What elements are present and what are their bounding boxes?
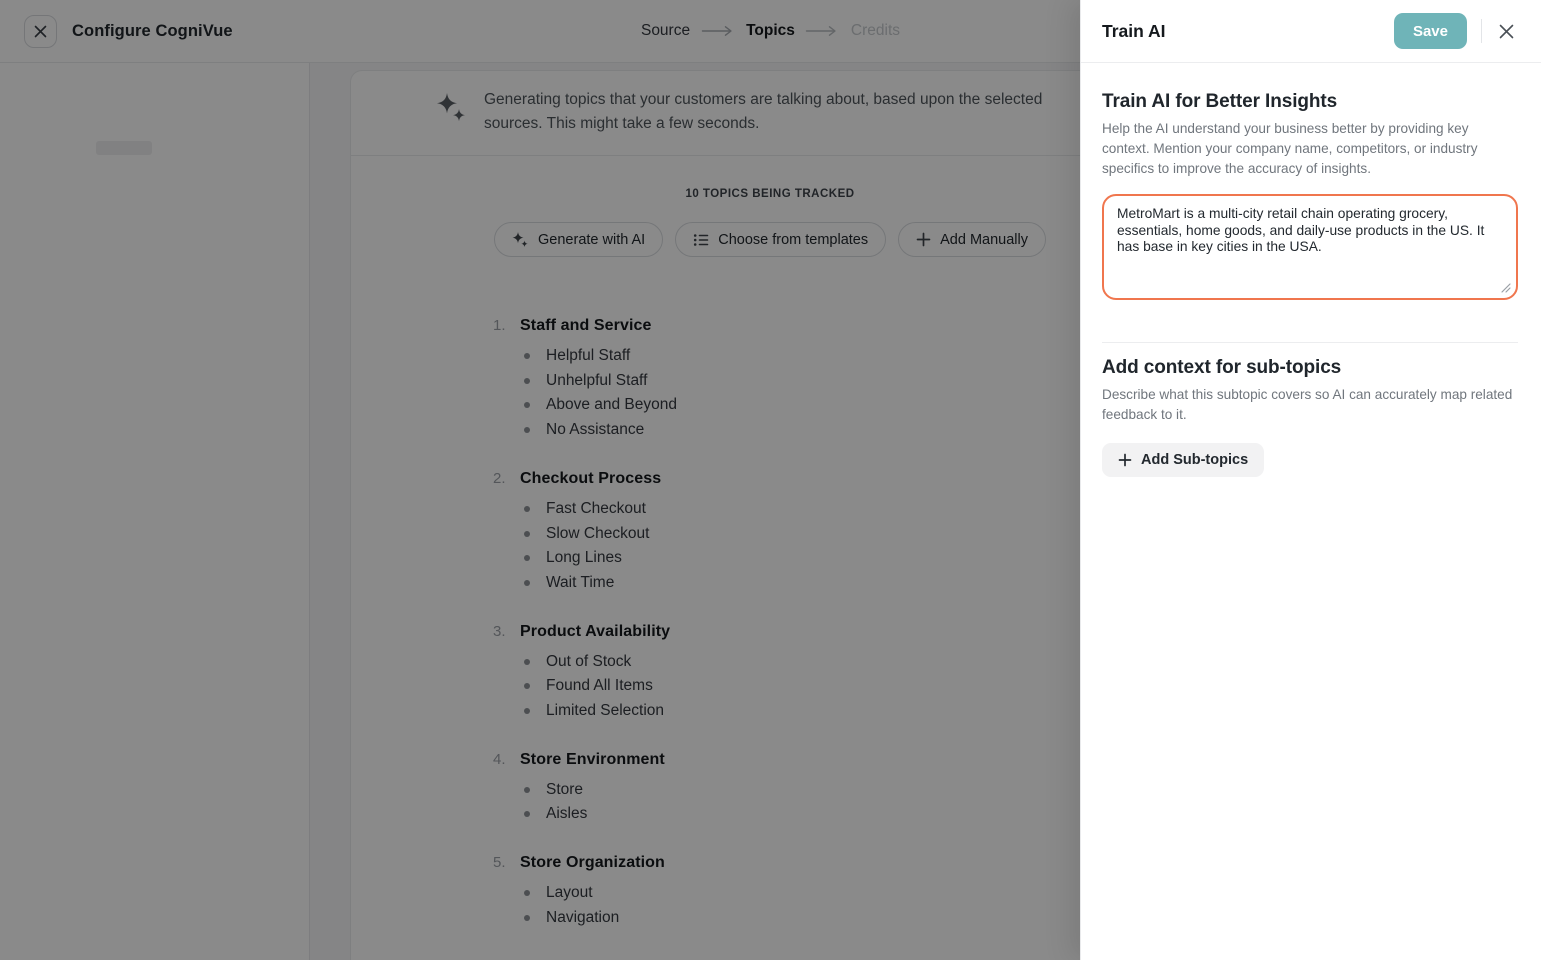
- topic-title: Store Environment: [520, 750, 665, 768]
- drawer-close-button[interactable]: [1496, 21, 1517, 42]
- subtopic-label: Store: [546, 780, 584, 798]
- subtopic-label: Aisles: [546, 805, 588, 823]
- topic-action-label: Add Manually: [940, 231, 1028, 248]
- drawer-body: [1081, 63, 1541, 477]
- subtopic-label: Fast Checkout: [546, 499, 646, 517]
- subtopic-label: Limited Selection: [546, 702, 665, 720]
- textarea-wrapper: [1102, 194, 1518, 300]
- breadcrumb-topics[interactable]: Topics: [746, 22, 795, 39]
- topic-number: 1.: [493, 317, 506, 334]
- close-icon: [1498, 23, 1515, 40]
- generating-banner-text: Generating topics that your customers are talking about, based upon the selected sources. This might take a few seconds.: [484, 91, 1043, 132]
- breadcrumb-source[interactable]: Source: [640, 22, 691, 39]
- topic-title: Staff and Service: [520, 317, 652, 334]
- topic-number: 3.: [493, 622, 506, 640]
- topic-number: 2.: [493, 469, 506, 487]
- train-section-description: Help the AI understand your business better by providing key context. Mention your company name, competitors, or industry specifics to improve the accuracy of insights.: [1102, 121, 1478, 176]
- topic-number: 4.: [493, 750, 506, 768]
- add-subtopics-button[interactable]: [1102, 443, 1264, 477]
- plus-icon: [1118, 453, 1132, 467]
- subtopic-label: Wait Time: [546, 573, 615, 591]
- subtopic-label: Navigation: [546, 908, 620, 926]
- save-button[interactable]: Save: [1394, 13, 1467, 49]
- topic-action-label: Generate with AI: [538, 231, 646, 248]
- train-ai-drawer: [1080, 0, 1541, 960]
- subtopic-label: Above and Beyond: [546, 396, 677, 414]
- topic-title: Product Availability: [520, 622, 671, 640]
- drawer-title: Train AI: [1102, 20, 1166, 41]
- topic-title: Checkout Process: [520, 469, 662, 487]
- subtopic-label: Found All Items: [546, 677, 653, 695]
- subtopic-label: Long Lines: [546, 549, 622, 567]
- topic-action-label: Choose from templates: [718, 231, 869, 248]
- drawer-header: [1081, 0, 1541, 63]
- subtopics-section-description: Describe what this subtopic covers so AI can accurately map related feedback to it.: [1102, 387, 1513, 422]
- add-subtopics-label: Add Sub-topics: [1141, 452, 1249, 468]
- header-divider: [1481, 19, 1482, 43]
- subtopic-label: Layout: [546, 884, 593, 902]
- page-title: Configure CogniVue: [72, 21, 233, 40]
- subtopics-section-heading: Add context for sub-topics: [1102, 357, 1342, 378]
- subtopic-label: No Assistance: [546, 421, 645, 439]
- subtopic-label: Slow Checkout: [546, 524, 650, 542]
- section-divider: [1102, 342, 1518, 343]
- topic-number: 5.: [493, 854, 506, 872]
- train-ai-textarea[interactable]: [1102, 194, 1518, 300]
- topics-tracked-count: 10 TOPICS BEING TRACKED: [685, 188, 855, 200]
- topic-title: Store Organization: [520, 854, 665, 872]
- breadcrumb-credits[interactable]: Credits: [850, 22, 901, 39]
- subtopic-label: Out of Stock: [546, 652, 632, 670]
- train-section-heading: Train AI for Better Insights: [1102, 91, 1338, 112]
- subtopic-label: Unhelpful Staff: [546, 371, 648, 389]
- subtopic-label: Helpful Staff: [546, 347, 631, 364]
